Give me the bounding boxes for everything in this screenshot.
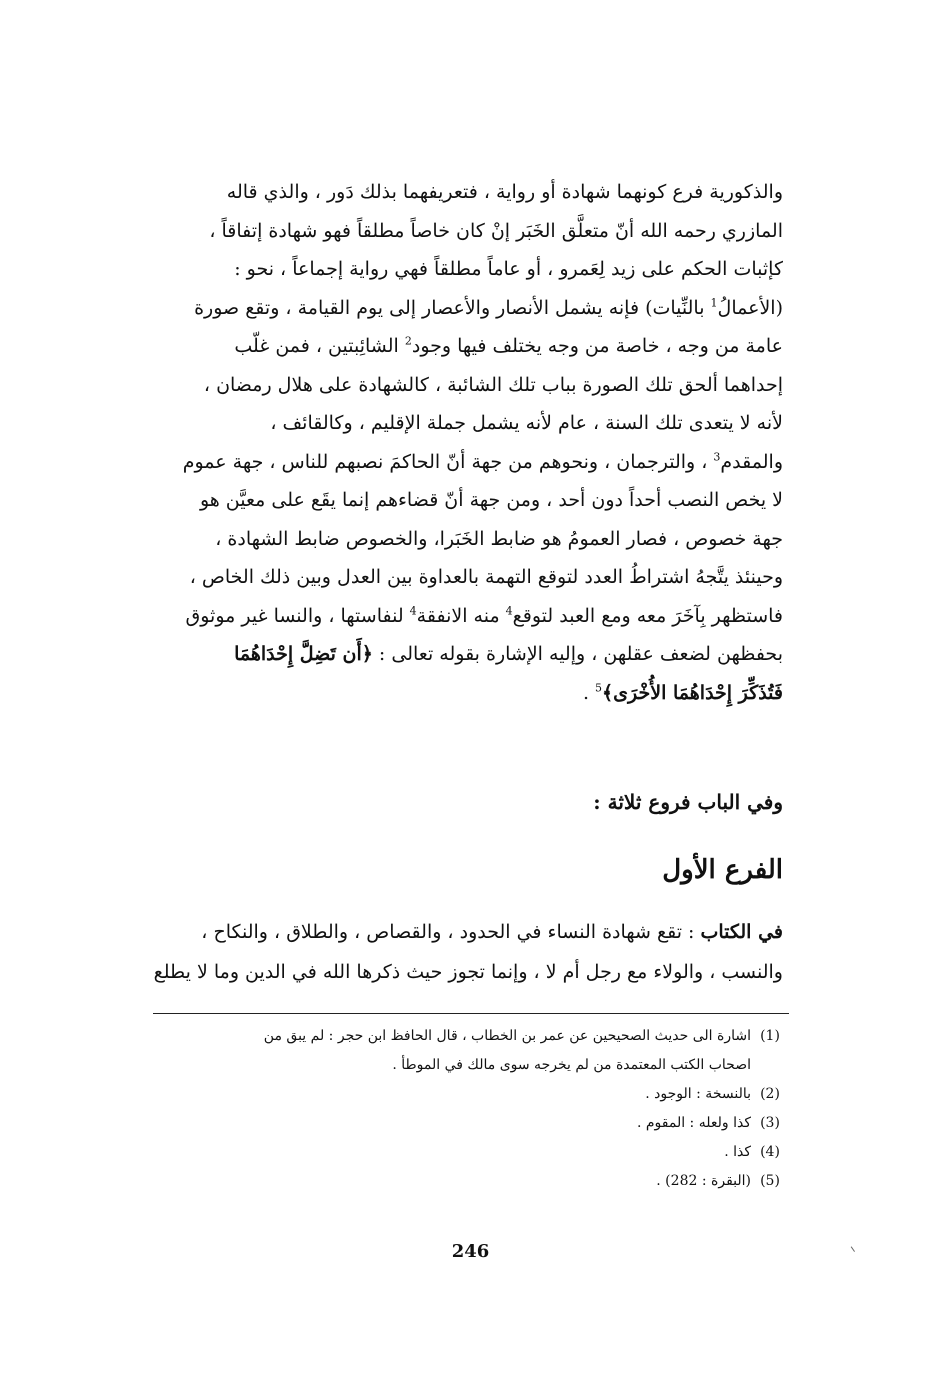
line-text: عامة من وجه ، خاصة من وجه يختلف فيها وجود	[411, 335, 783, 357]
bold-term: في الكتاب	[700, 921, 783, 943]
line-text: .	[582, 681, 596, 704]
footnote-marker: 1	[710, 296, 718, 310]
line-text: : تقع شهادة النساء في الحدود ، والقصاص ، والطلاق ، والنكاح ،	[201, 921, 701, 943]
text-line	[153, 443, 783, 482]
line-text: جهة خصوص ، فصار العمومُ هو ضابط الخَبَرا، والخصوص ضابط الشهادة ،	[215, 527, 783, 550]
footnote-text	[109, 1022, 751, 1080]
text-line	[153, 250, 783, 289]
footnote-marker: 3	[713, 450, 721, 464]
text-line	[153, 366, 783, 405]
text-line	[153, 558, 783, 597]
line-text: لنفاستها ، والنسا غير موثوق	[185, 604, 410, 627]
line-text: لأنه لا يتعدى تلك السنة ، عام لأنه يشمل جملة الإقليم ، وكالقائف ،	[270, 412, 783, 434]
line-text: المازري رحمه الله أنّ متعلَّق الخَبَر إنْ كان خاصاً مطلقاً فهو شهادة إتفاقاً ،	[209, 219, 783, 242]
footnote-line: اشارة الى حديث الصحيحين عن عمر بن الخطاب ، قال الحافظ ابن حجر : لم يبق من	[263, 1028, 751, 1044]
text-line	[153, 520, 783, 559]
footnote-item	[109, 1167, 789, 1196]
line-text: إحداهما ألحق تلك الصورة بباب تلك الشائبة ، كالشهادة على هلال رمضان ،	[203, 373, 783, 396]
line-text: والنسب ، والولاء مع رجل أم لا ، وإنما تجوز حيث ذكرها الله في الدين وما لا يطلع	[153, 961, 783, 983]
line-text: بالنِّيات) فإنه يشمل الأنصار والأعصار إلى يوم القيامة ، وتقع صورة	[194, 296, 711, 319]
text-line	[153, 327, 783, 366]
footnote-text	[109, 1138, 751, 1167]
footnote-line: بالنسخة : الوجود .	[645, 1086, 751, 1102]
footnote-number: (1)	[760, 1028, 780, 1044]
line-text: لا يخص النصب أحداً دون أحد ، ومن جهة أنّ قضاءهم إنما يقَع على معيَّن هو	[199, 489, 783, 511]
footnote-item	[109, 1138, 789, 1167]
second-paragraph	[153, 912, 783, 992]
footnote-number: (4)	[760, 1144, 780, 1160]
section-heading: الفرع الأول	[662, 855, 783, 885]
text-line	[153, 481, 783, 520]
footnote-number: (5)	[760, 1173, 780, 1189]
footnote-marker: 4	[409, 604, 417, 618]
line-text: الشائِبتين ، فمن غلّب	[234, 335, 405, 357]
text-line	[153, 404, 783, 443]
footnote-line: (البقرة : 282) .	[656, 1173, 751, 1189]
text-line	[153, 212, 783, 251]
line-text: والذكورية فرع كونهما شهادة أو رواية ، فتعريفهما بذلك دَور ، والذي قاله	[226, 181, 783, 203]
text-line	[153, 289, 783, 328]
line-text: كإثبات الحكم على زيد لِعَمرو ، أو عاماً مطلقاً فهي رواية إجماعاً ، نحو :	[234, 258, 783, 280]
page-number: 246	[451, 1241, 490, 1262]
text-line	[153, 912, 783, 952]
main-paragraph	[153, 173, 783, 712]
footnote-text	[109, 1167, 751, 1196]
footnote-divider	[153, 1013, 789, 1014]
line-text: ، والترجمان ، ونحوهم من جهة أنّ الحاكمَ نصبهم للناس ، جهة عموم	[182, 450, 714, 473]
footnote-number: (3)	[760, 1115, 780, 1131]
footnote-item	[109, 1080, 789, 1109]
footnote-line: اصحاب الكتب المعتمدة من لم يخرجه سوى مالك في الموطأ .	[392, 1057, 751, 1073]
footnote-marker: 2	[404, 334, 412, 348]
text-line	[153, 674, 783, 713]
footnote-number: (2)	[760, 1086, 780, 1102]
footnote-line: كذا ولعله : المقوم .	[636, 1115, 751, 1131]
quran-verse: ﴿أَن تَضِلَّ إِحْدَاهُمَا	[234, 643, 373, 665]
footnote-item	[109, 1022, 789, 1080]
line-text: فاستظهر بِآخَرَ معه ومع العبد لتوقع	[512, 604, 783, 627]
text-line	[153, 597, 783, 636]
text-line	[153, 635, 783, 674]
line-text: (الأعمالُ	[717, 296, 783, 319]
line-text: والمقدم	[720, 450, 783, 473]
text-line	[153, 173, 783, 212]
footnote-item	[109, 1109, 789, 1138]
section-intro: وفي الباب فروع ثلاثة :	[593, 790, 783, 814]
line-text: بحفظهن لضعف عقلهن ، وإليه الإشارة بقوله تعالى :	[372, 643, 783, 665]
footnote-marker: 4	[505, 604, 513, 618]
line-text: منه الانفقة	[416, 604, 506, 627]
footnote-text	[109, 1080, 751, 1109]
line-text: وحينئذ يتَّجهُ اشتراطُ العدد لتوقع التهمة بالعداوة بين العدل وبين ذلك الخاص ،	[189, 566, 783, 588]
quran-verse: فَتُذَكِّرَ إِحْدَاهُمَا الأُخْرَى﴾	[602, 681, 783, 704]
footnote-marker: 5	[595, 681, 603, 695]
footnote-text	[109, 1109, 751, 1138]
text-line	[153, 952, 783, 992]
footnote-line: كذا .	[724, 1144, 751, 1160]
footnotes	[109, 1022, 789, 1196]
